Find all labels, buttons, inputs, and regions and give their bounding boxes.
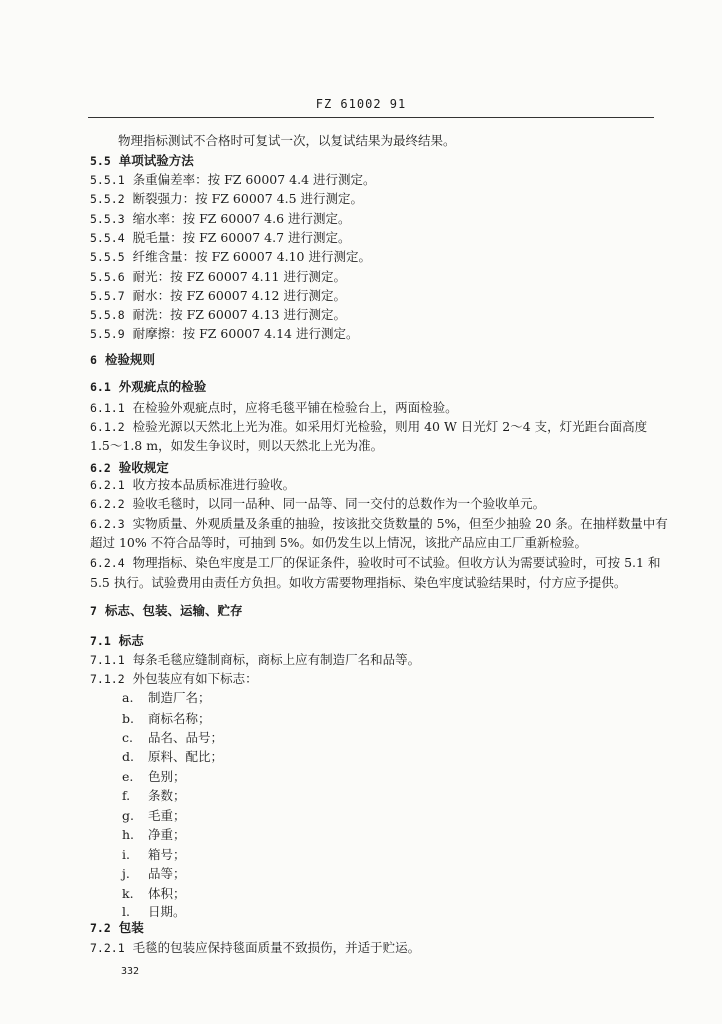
marking-letter: b. (122, 711, 134, 726)
marking-text: 日期。 (148, 904, 186, 919)
marking-letter: g. (122, 808, 134, 823)
marking-text: 色别； (148, 769, 186, 784)
clause-number: 7.1 (90, 634, 111, 648)
clause-number: 7.2.1 (90, 941, 125, 955)
clause-text: 耐水：按 FZ 60007 4.12 进行测定。 (132, 288, 346, 303)
marking-item (122, 691, 211, 705)
clause-number: 5.5.8 (90, 308, 125, 322)
item-7-1-2 (90, 672, 258, 686)
marking-letter: e. (122, 769, 134, 784)
section-6-1 (90, 380, 206, 394)
item-5-5-3 (90, 212, 351, 226)
clause-text: 在检验外观疵点时，应将毛毯平铺在检验台上，两面检验。 (132, 400, 458, 415)
clause-number: 5.5.4 (90, 231, 125, 245)
clause-number: 6.2.1 (90, 478, 125, 492)
clause-number: 6.2 (90, 461, 111, 475)
marking-item (122, 712, 211, 726)
marking-item (122, 731, 223, 745)
clause-text: 外包装应有如下标志： (132, 671, 258, 686)
section-6-title (90, 353, 155, 367)
marking-item (122, 770, 186, 784)
marking-letter: l. (122, 904, 130, 919)
marking-letter: k. (122, 886, 134, 901)
clause-text: 每条毛毯应缝制商标，商标上应有制造厂名和品等。 (132, 652, 421, 667)
item-6-1-2-cont (90, 439, 383, 453)
clause-number: 6.1 (90, 380, 111, 394)
clause-text: 耐光：按 FZ 60007 4.11 进行测定。 (132, 269, 346, 284)
marking-item (122, 887, 186, 901)
clause-text: 条重偏差率：按 FZ 60007 4.4 进行测定。 (132, 172, 376, 187)
item-6-1-2 (90, 420, 647, 434)
marking-text: 体积； (148, 886, 186, 901)
item-5-5-2 (90, 192, 363, 206)
clause-number: 5.5.2 (90, 192, 125, 206)
standard-header: FZ 61002 91 (315, 97, 407, 111)
marking-text: 品名、品号； (148, 730, 224, 745)
item-5-5-6 (90, 270, 346, 284)
item-6-2-3 (90, 517, 668, 531)
clause-text: 5.5 执行。试验费用由责任方负担。如收方需要物理指标、染色牢度试验结果时，付方应予提供。 (90, 575, 627, 590)
marking-letter: d. (122, 749, 134, 764)
item-6-1-1 (90, 401, 458, 415)
clause-text: 单项试验方法 (118, 153, 194, 168)
clause-text: 验收规定 (118, 460, 169, 475)
marking-item (122, 789, 186, 803)
clause-text: 纤维含量：按 FZ 60007 4.10 进行测定。 (132, 249, 371, 264)
item-7-1-1 (90, 653, 420, 667)
clause-number: 5.5.3 (90, 212, 125, 226)
clause-number: 5.5.6 (90, 270, 125, 284)
clause-text: 超过 10% 不符合品等时，可抽到 5%。如仍发生以上情况，该批产品应由工厂重新检验。 (90, 535, 588, 550)
section-7-2 (90, 921, 144, 935)
marking-item (122, 905, 186, 919)
section-5-5 (90, 154, 194, 168)
item-5-5-5 (90, 250, 371, 264)
clause-number: 7.1.1 (90, 653, 125, 667)
clause-text: 毛毯的包装应保持毯面质量不致损伤，并适于贮运。 (132, 940, 421, 955)
clause-text: 断裂强力：按 FZ 60007 4.5 进行测定。 (132, 191, 364, 206)
retest-note (118, 134, 456, 148)
section-7-title (90, 604, 242, 618)
clause-number: 7 (90, 604, 97, 618)
marking-text: 净重； (148, 827, 186, 842)
clause-number: 6.1.1 (90, 401, 125, 415)
clause-text: 物理指标测试不合格时可复试一次，以复试结果为最终结果。 (118, 133, 456, 148)
item-6-2-2 (90, 497, 545, 511)
marking-text: 商标名称； (148, 711, 211, 726)
marking-letter: f. (122, 788, 131, 803)
clause-text: 耐摩擦：按 FZ 60007 4.14 进行测定。 (132, 326, 359, 341)
marking-letter: i. (122, 847, 130, 862)
section-6-2 (90, 461, 169, 475)
header-rule (88, 117, 654, 118)
marking-text: 品等； (148, 866, 186, 881)
item-6-2-4-cont (90, 576, 626, 590)
clause-number: 5.5.9 (90, 327, 125, 341)
clause-number: 5.5.5 (90, 250, 125, 264)
clause-text: 检验规则 (104, 352, 155, 367)
marking-text: 制造厂名； (148, 690, 211, 705)
clause-text: 检验光源以天然北上光为准。如采用灯光检验，则用 40 W 日光灯 2～4 支，灯光距台面高度 (132, 419, 648, 434)
marking-item (122, 750, 223, 764)
clause-text: 缩水率：按 FZ 60007 4.6 进行测定。 (132, 211, 351, 226)
item-5-5-7 (90, 289, 346, 303)
clause-number: 6.2.4 (90, 556, 125, 570)
page-number: 332 (121, 966, 140, 977)
item-6-2-3-cont (90, 536, 587, 550)
clause-number: 6.2.2 (90, 497, 125, 511)
item-5-5-9 (90, 327, 358, 341)
clause-text: 收方按本品质标准进行验收。 (132, 477, 296, 492)
clause-number: 6.2.3 (90, 517, 125, 531)
marking-item (122, 867, 186, 881)
clause-text: 1.5～1.8 m，如发生争议时，则以天然北上光为准。 (90, 438, 384, 453)
marking-letter: c. (122, 730, 133, 745)
clause-number: 6.1.2 (90, 420, 125, 434)
section-7-1 (90, 634, 144, 648)
clause-number: 5.5.1 (90, 173, 125, 187)
item-6-2-1 (90, 478, 295, 492)
marking-letter: j. (122, 866, 130, 881)
clause-text: 脱毛量：按 FZ 60007 4.7 进行测定。 (132, 230, 351, 245)
item-6-2-4 (90, 556, 660, 570)
marking-text: 条数； (148, 788, 186, 803)
clause-text: 包装 (118, 920, 144, 935)
item-5-5-8 (90, 308, 346, 322)
marking-letter: h. (122, 827, 135, 842)
clause-number: 7.1.2 (90, 672, 125, 686)
marking-text: 箱号； (148, 847, 186, 862)
item-7-2-1 (90, 941, 420, 955)
marking-letter: a. (122, 690, 134, 705)
marking-text: 毛重； (148, 808, 186, 823)
marking-text: 原料、配比； (148, 749, 224, 764)
clause-number: 5.5.7 (90, 289, 125, 303)
clause-text: 验收毛毯时，以同一品种、同一品等、同一交付的总数作为一个验收单元。 (132, 496, 546, 511)
item-5-5-4 (90, 231, 351, 245)
clause-text: 物理指标、染色牢度是工厂的保证条件，验收时可不试验。但收方认为需要试验时，可按 5.1 和 (132, 555, 661, 570)
clause-text: 耐洗：按 FZ 60007 4.13 进行测定。 (132, 307, 346, 322)
marking-item (122, 809, 186, 823)
clause-number: 5.5 (90, 154, 111, 168)
clause-text: 标志 (118, 633, 144, 648)
clause-text: 外观疵点的检验 (118, 379, 207, 394)
marking-item (122, 828, 186, 842)
clause-number: 7.2 (90, 921, 111, 935)
clause-text: 标志、包装、运输、贮存 (104, 603, 243, 618)
marking-item (122, 848, 186, 862)
item-5-5-1 (90, 173, 376, 187)
clause-number: 6 (90, 353, 97, 367)
clause-text: 实物质量、外观质量及条重的抽验，按该批交货数量的 5%，但至少抽验 20 条。在抽样数量中有 (132, 516, 668, 531)
